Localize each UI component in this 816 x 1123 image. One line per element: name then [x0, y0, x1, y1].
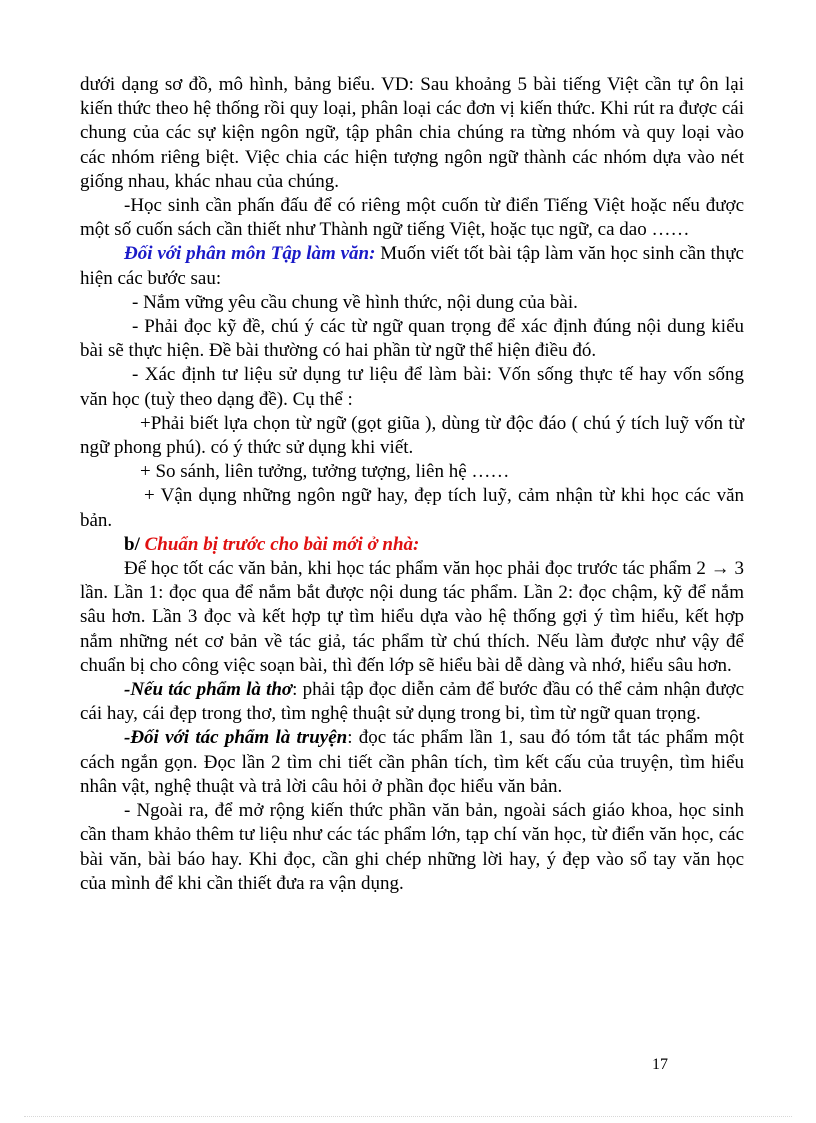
sub-item-word-choice: +Phải biết lựa chọn từ ngữ (gọt giũa ), dùng từ độc đáo ( chú ý tích luỹ vốn từ ngữ phong phú). có ý thức sử dụng khi viết.	[80, 412, 744, 459]
paragraph-prepare-heading	[80, 533, 744, 557]
paragraph-text: : đọc tác phẩm lần 1, sau đó tóm tắt tác phẩm một cách ngắn gọn. Đọc lần 2 tìm chi tiết cần phân tích, tìm kết cấu của truyện, tìm hiểu nhân vật, nghệ thuật và trả lời câu hỏi ở phần đọc hiểu văn bản.	[80, 727, 744, 797]
paragraph-dictionary: -Học sinh cần phấn đấu để có riêng một cuốn từ điển Tiếng Việt hoặc nếu được một số cuốn sách cần thiết như Thành ngữ tiếng Việt, hoặc tục ngữ, ca dao ……	[80, 195, 744, 241]
section-heading-prepare: Chuẩn bị trước cho bài mới ở nhà:	[144, 533, 420, 555]
list-item-materials: - Xác định tư liệu sử dụng tư liệu để làm bài: Vốn sống thực tế hay vốn sống văn học (tuỳ theo dạng đề). Cụ thể :	[80, 364, 744, 410]
sub-item-apply-language: + Vận dụng những ngôn ngữ hay, đẹp tích luỹ, cảm nhận từ khi học các văn bản.	[80, 485, 744, 531]
page-bottom-border	[24, 1116, 792, 1117]
paragraph-text: Muốn viết tốt bài tập làm văn học sinh cần thực hiện các bước sau:	[80, 243, 744, 289]
list-item-read-topic: - Phải đọc kỹ đề, chú ý các từ ngữ quan trọng để xác định đúng nội dung kiểu bài sẽ thực hiện. Đề bài thường có hai phần từ ngữ thể hiện điều đó.	[80, 316, 744, 362]
paragraph-reading-steps: Để học tốt các văn bản, khi học tác phẩm văn học phải đọc trước tác phẩm 2 → 3 lần. Lần 1: đọc qua để nắm bắt được nội dung tác phẩm. Lần 2: đọc chậm, kỹ để nắm sâu hơn. Lần 3 đọc và kết hợp tự tìm hiểu dựa vào hệ thống gợi ý tìm hiểu, kết hợp nắm những nét cơ bản về tác giả, tác phẩm từ chú thích. Nếu làm được như vậy để chuẩn bị cho công việc soạn bài, thì đến lớp sẽ hiểu bài dễ dàng và nhớ, hiểu sâu hơn.	[80, 558, 744, 676]
sub-item-comparison: + So sánh, liên tưởng, tưởng tượng, liên hệ ……	[140, 461, 510, 483]
list-item-requirements: - Nắm vững yêu cầu chung về hình thức, nội dung của bài.	[132, 291, 578, 313]
section-heading-tap-lam-van: Đối với phân môn Tập làm văn:	[124, 243, 376, 265]
paragraph-poetry	[80, 678, 744, 726]
page-body	[80, 73, 744, 896]
section-label: b/	[124, 533, 145, 555]
emphasis-poetry: -Nếu tác phẩm là thơ	[124, 679, 293, 701]
paragraph-intro: dưới dạng sơ đồ, mô hình, bảng biểu. VD: Sau khoảng 5 bài tiếng Việt cần tự ôn lại kiến thức theo hệ thống rồi quy loại, phân loại các đơn vị kiến thức. Khi rút ra được cái chung của các sự kiện ngôn ngữ, tập phân chia chúng ra từng nhóm và quy loại vào các nhóm riêng biệt. Việc chia các hiện tượng ngôn ngữ thành các nhóm dựa vào nét giống nhau, khác nhau của chúng.	[80, 74, 744, 192]
paragraph-tap-lam-van	[80, 242, 744, 290]
paragraph-extra-knowledge: - Ngoài ra, để mở rộng kiến thức phần văn bản, ngoài sách giáo khoa, học sinh cần tham khảo thêm tư liệu như các tác phẩm lớn, tạp chí văn học, từ điển văn học, các bài văn, bài báo hay. Khi đọc, cần ghi chép những lời hay, ý đẹp vào sổ tay văn học của mình để khi cần thiết đưa ra vận dụng.	[80, 800, 744, 894]
paragraph-story	[80, 726, 744, 799]
paragraph-text: : phải tập đọc diễn cảm để bước đầu có thể cảm nhận được cái hay, cái đẹp trong thơ, tìm nghệ thuật sử dụng trong bi, tìm từ ngữ quan trọng.	[80, 679, 744, 725]
emphasis-story: -Đối với tác phẩm là truyện	[124, 727, 348, 749]
page-number: 17	[652, 1056, 668, 1073]
